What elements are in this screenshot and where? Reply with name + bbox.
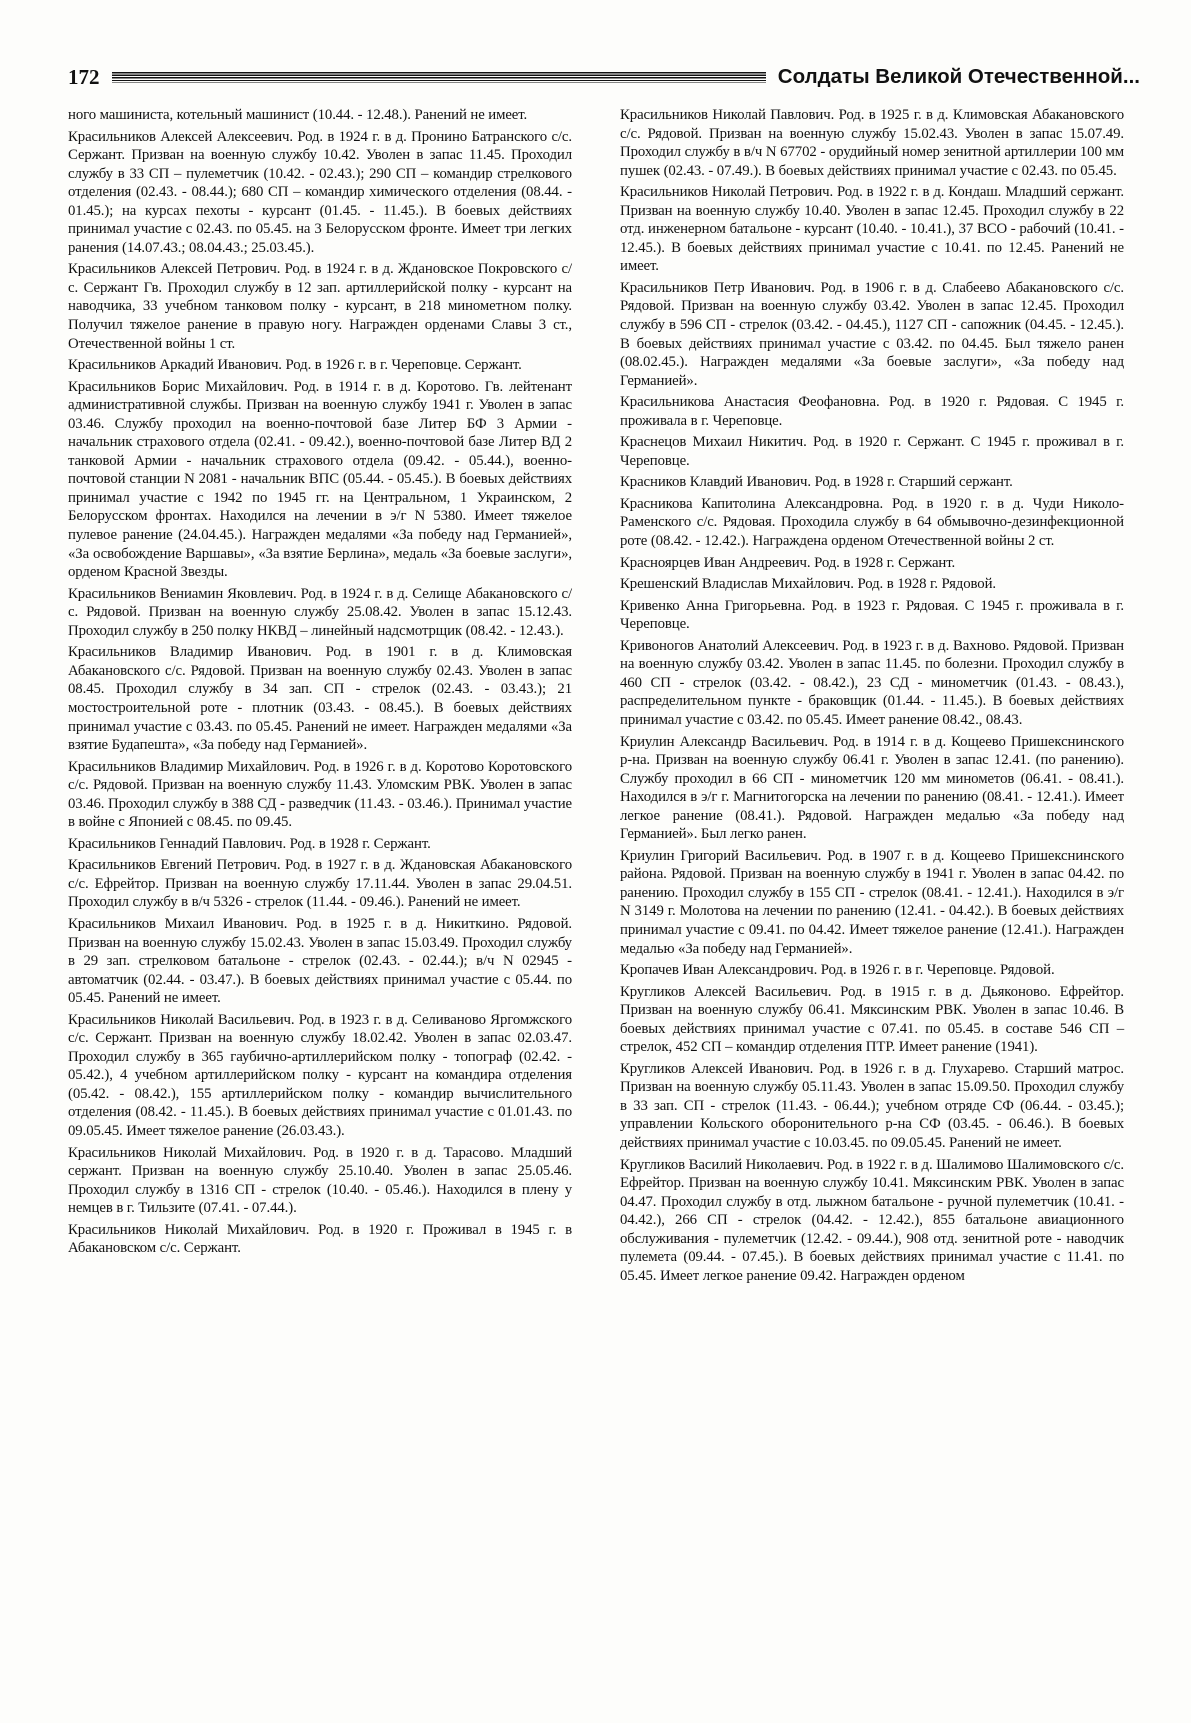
left-column [68,106,572,1261]
biography-entry: Кругликов Алексей Васильевич. Род. в 1915 г. в д. Дьяконово. Ефрейтор. Призван на военную службу 06.41. Мяксинским РВК. Уволен в запас 10.46. В боевых действиях принимал участие с 07.41. по 05.45. в составе 546 СП – стрелок, 452 СП – командир отделения ПТР. Имеет ранение (1941). [620,983,1124,1056]
biography-entry: Красильников Владимир Михайлович. Род. в 1926 г. в д. Коротово Коротовского с/с. Рядовой. Призван на военную службу 11.43. Уломским РВК. Уволен в запас 03.46. Проходил службу в 388 СД - разведчик (11.43. - 03.46.). Принимал участие в войне с Японией с 08.45. по 09.45. [68,758,572,831]
biography-entry: Красильников Алексей Петрович. Род. в 1924 г. в д. Ждановское Покровского с/с. Сержант Гв. Проходил службу в 12 зап. артиллерийской полку - курсант на наводчика, 33 учебном танковом полку - курсант, в 218 минометном полку. Получил тяжелое ранение в правую ногу. Награжден орденами Славы 3 ст., Отечественной войны 1 ст. [68,261,572,352]
biography-entry: Красильников Николай Михайлович. Род. в 1920 г. Проживал в 1945 г. в Абакановском с/с. Сержант. [68,1221,572,1257]
biography-entry: Кривоногов Анатолий Алексеевич. Род. в 1923 г. в д. Вахново. Рядовой. Призван на военную службу 03.42. Уволен в запас 11.45. по болезни. Проходил службу в 460 СП - стрелок (03.42. - 08.42.), 23 СД - минометчик (01.43. - 08.43.), распределительном пункте - браковщик (01.44. - 11.45.). В боевых действиях принимал участие с 03.42. по 05.45. Имеет ранение 08.42., 08.43. [620,637,1124,728]
biography-entry: Красильникова Анастасия Феофановна. Род. в 1920 г. Рядовая. С 1945 г. проживала в г. Череповце. [620,394,1124,429]
biography-entry: Красильников Евгений Петрович. Род. в 1927 г. в д. Ждановская Абакановского с/с. Ефрейтор. Призван на военную службу 17.11.44. Уволен в запас 29.04.51. Проходил службу в в/ч 5326 - стрелок (11.44. - 09.46.). Ранений не имеет. [68,857,572,911]
header-rule [112,72,766,83]
biography-entry: Кругликов Василий Николаевич. Род. в 1922 г. в д. Шалимово Шалимовского с/с. Ефрейтор. Призван на военную службу 10.41. Мяксинским РВК. Уволен в запас 04.47. Проходил службу в отд. лыжном батальоне - ручной пулеметчик (10.41. - 04.42.), 266 СП - стрелок (04.42. - 12.42.), 855 батальоне авиационного обслуживания - пулеметчик (12.42. - 09.44.), 908 отд. зенитной роте - наводчик пулемета (09.44. - 07.45.). В боевых действиях принимал участие с 11.41. по 05.45. Имеет легкое ранение 09.42. Награжден орденом [620,1156,1124,1284]
biography-entry: Красильников Николай Михайлович. Род. в 1920 г. в д. Тарасово. Младший сержант. Призван на военную службу 25.10.40. Уволен в запас 25.05.46. Проходил службу в 1316 СП - стрелок (10.40. - 05.46.). Находился в плену у немцев в г. Тильзите (07.41. - 07.44.). [68,1144,572,1217]
biography-entry: Кропачев Иван Александрович. Род. в 1926 г. в г. Череповце. Рядовой. [620,962,1055,979]
biography-entry: Краснецов Михаил Никитич. Род. в 1920 г. Сержант. С 1945 г. проживал в г. Череповце. [620,434,1124,469]
biography-entry: Красильников Николай Васильевич. Род. в 1923 г. в д. Селиваново Яргомжского с/с. Сержант. Призван на военную службу 18.02.42. Уволен в запас 02.03.47. Проходил службу в 365 гаубично-артиллерийском полку - топограф (02.42. - 05.42.), 4 учебном артиллерийском полку - курсант на командира отделения (05.42. - 08.42.), 155 артиллерийском полку - командир вычислительного отделения (08.42. - 11.45.). В боевых действиях принимал участие с 01.01.43. по 09.05.45. Имеет тяжелое ранение (26.03.43.). [68,1011,572,1139]
biography-entry: Криулин Александр Васильевич. Род. в 1914 г. в д. Кощеево Пришекснинского р-на. Призван на военную службу 06.41 г. Уволен в запас 12.41. (по ранению). Службу проходил в 66 СП - минометчик 120 мм минометов (06.41. - 08.41.). Находился в э/г г. Магнитогорска на лечении по ранению (08.41. - 12.41.). Имеет легкое ранение (08.41.). Рядовой. Награжден медалью «За победу над Германией». Был легко ранен. [620,733,1124,843]
page-header [68,60,1140,94]
running-title: Солдаты Великой Отечественной... [777,65,1140,88]
biography-entry: ного машиниста, котельный машинист (10.44. - 12.48.). Ранений не имеет. [68,107,528,123]
biography-entry: Красильников Петр Иванович. Род. в 1906 г. в д. Слабеево Абакановского с/с. Рядовой. Призван на военную службу 03.42. Уволен в запас 12.45. Проходил службу в 596 СП - стрелок (03.42. - 04.45.), 1127 СП - сапожник (04.45. - 12.45.). В боевых действиях принимал участие с 03.42. по 04.45. Был тяжело ранен (08.02.45.). Награжден медалями «За боевые заслуги», «За победу над Германией». [620,279,1124,389]
biography-entry: Красильников Борис Михайлович. Род. в 1914 г. в д. Коротово. Гв. лейтенант административной службы. Призван на военную службу 1941 г. Уволен в запас 03.46. Службу проходил на военно-почтовой базе Литер БФ 3 Армии - начальник страхового отдела (02.41. - 09.42.), военно-почтовой базе Литер ВД 2 танковой Армии - начальник страхового отдела (09.42. - 05.44.), военно-почтовой станции N 2081 - начальник ВПС (05.44. - 05.45.). В боевых действиях принимал участие с 1942 по 1945 гг. на Центральном, 1 Украинском, 2 Белорусском фронтах. Находился на лечении в э/г N 5380. Имеет тяжелое пулевое ранение (24.04.45.). Награжден медалями «За победу над Германией», «За освобождение Варшавы», «За взятие Берлина», медаль «За боевые заслуги», орденом Красной Звезды. [68,378,572,581]
biography-entry: Крешенский Владислав Михайлович. Род. в 1928 г. Рядовой. [620,576,997,593]
biography-entry: Красноярцев Иван Андреевич. Род. в 1928 г. Сержант. [620,554,956,571]
biography-entry: Красникова Капитолина Александровна. Род. в 1920 г. в д. Чуди Николо-Раменского с/с. Рядовая. Проходила службу в 64 обмывочно-дезинфекционной роте (08.42. - 12.42.). Награждена орденом Отечественной войны 2 ст. [620,495,1124,550]
biography-entry: Красильников Алексей Алексеевич. Род. в 1924 г. в д. Пронино Батранского с/с. Сержант. Призван на военную службу 10.42. Уволен в запас 11.45. Проходил службу в 33 СП – пулеметчик (10.42. - 02.43.); 290 СП – командир стрелкового отделения (02.43. - 08.44.); 680 СП – командир химического отделения (08.44. - 01.45.); на курсах пехоты - курсант (01.45. - 11.45.). В боевых действиях принимал участие с 02.43. по 05.45. на 3 Белорусском фронте. Имеет три легких ранения (14.07.43.; 08.04.43.; 25.03.45.). [68,128,572,256]
biography-entry: Красильников Николай Петрович. Род. в 1922 г. в д. Кондаш. Младший сержант. Призван на военную службу 10.40. Уволен в запас 12.45. Проходил службу в 22 отд. инженерном батальоне - курсант (10.40. - 10.41.), 37 ВСО - рабочий (10.41. - 12.45.). В боевых действиях принимал участие с 10.41. по 12.45. Ранений не имеет. [620,184,1124,275]
biography-entry: Кривенко Анна Григорьевна. Род. в 1923 г. Рядовая. С 1945 г. проживала в г. Череповце. [620,597,1124,633]
biography-entry: Криулин Григорий Васильевич. Род. в 1907 г. в д. Кощеево Пришекснинского района. Рядовой. Призван на военную службу в 1941 г. Уволен в запас 04.42. по ранению. Проходил службу в 155 СП - стрелок (08.41. - 12.41.). Находился в э/г N 3149 г. Молотова на лечении по ранению (12.41. - 04.42.). В боевых действиях принимал участие с 09.41. по 04.42. Имеет тяжелое ранение (12.41.). Награжден медалью «За победу над Германией». [620,847,1124,957]
biography-entry: Красильников Аркадий Иванович. Род. в 1926 г. в г. Череповце. Сержант. [68,357,522,374]
biography-entry: Кругликов Алексей Иванович. Род. в 1926 г. в д. Глухарево. Старший матрос. Призван на военную службу 05.11.43. Уволен в запас 15.09.50. Проходил службу в 33 зап. СП - стрелок (11.43. - 06.44.); учебном отряде СФ (06.44. - 03.45.); управлении Кольского оборонительного р-на СФ (03.45. - 06.46.). В боевых действиях принимал участие с 10.03.45. по 09.05.45. Ранений не имеет. [620,1060,1124,1151]
biography-entry: Красильников Вениамин Яковлевич. Род. в 1924 г. в д. Селище Абакановского с/с. Рядовой. Призван на военную службу 25.08.42. Уволен в запас 15.12.43. Проходил службу в 250 полку НКВД – линейный надсмотрщик (08.42. - 12.43.). [68,585,572,639]
biography-entry: Красников Клавдий Иванович. Род. в 1928 г. Старший сержант. [620,474,1013,491]
right-column [620,106,1124,1288]
biography-entry: Красильников Геннадий Павлович. Род. в 1928 г. Сержант. [68,835,431,852]
biography-entry: Красильников Николай Павлович. Род. в 1925 г. в д. Климовская Абакановского с/с. Рядовой. Призван на военную службу 15.02.43. Уволен в запас 15.07.49. Проходил службу в в/ч N 67702 - орудийный номер зенитной артиллерии 100 мм пушек (02.43. - 07.49.). В боевых действиях принимал участие с 02.43. по 05.45. [620,107,1124,179]
biography-entry: Красильников Владимир Иванович. Род. в 1901 г. в д. Климовская Абакановского с/с. Рядовой. Призван на военную службу 02.43. Уволен в запас 08.45. Проходил службу в 34 зап. СП - стрелок (02.43. - 03.43.); 21 мостостроительной роте - плотник (03.43. - 08.45.). В боевых действиях принимал участие с 03.43. по 05.45. Ранений не имеет. Награжден медалями «За взятие Будапешта», «За победу над Германией». [68,644,572,754]
page-number: 172 [68,64,100,89]
biography-entry: Красильников Михаил Иванович. Род. в 1925 г. в д. Никиткино. Рядовой. Призван на военную службу 15.02.43. Уволен в запас 15.03.49. Проходил службу в 29 зап. стрелковом батальоне - стрелок (02.43. - 02.44.); в/ч N 02945 - автоматчик (02.44. - 03.47.). В боевых действиях принимал участие с 05.44. по 05.45. Ранений не имеет. [68,915,572,1007]
